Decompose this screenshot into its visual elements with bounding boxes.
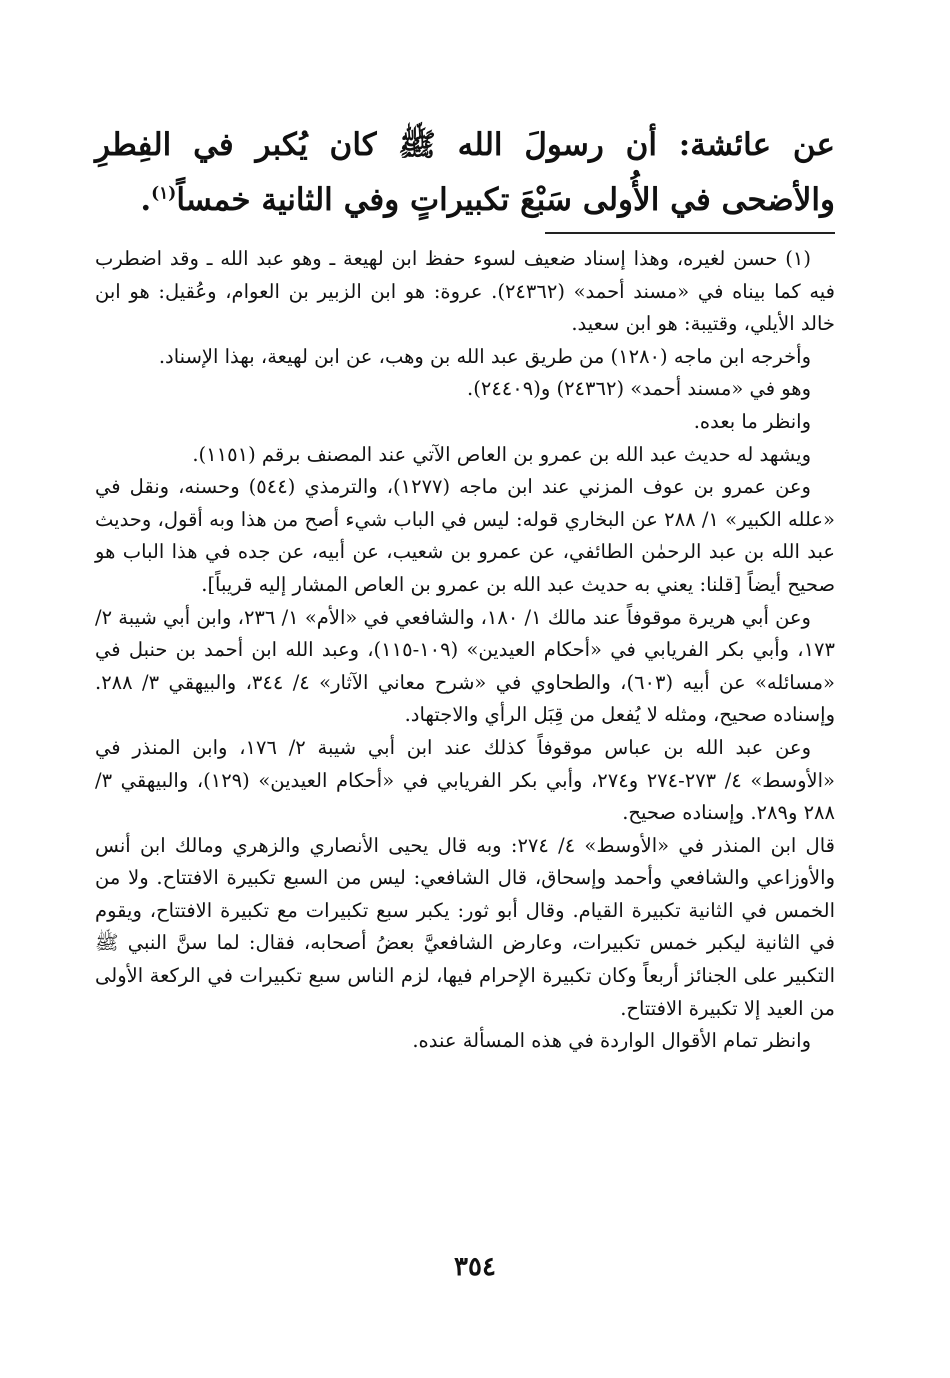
footnote-paragraph: وعن أبي هريرة موقوفاً عند مالك ١/ ١٨٠، والشافعي في «الأم» ١/ ٢٣٦، وابن أبي شيبة ٢/ ١٧٣، وأبي بكر الفريابي في «أحكام العيدين» (١٠٩-١١٥)، وعبد الله ابن أحمد بن حنبل في «مسائله» عن أبيه (٦٠٣)، والطحاوي في «شرح معاني الآثار» ٤/ ٣٤٤، والبيهقي ٣/ ٢٨٨. وإسناده صحيح، ومثله لا يُفعل من قِبَل الرأي والاجتهاد. bbox=[95, 605, 835, 727]
hadith-end: . bbox=[140, 182, 152, 218]
footnote-paragraph: وهو في «مسند أحمد» (٢٤٣٦٢) و(٢٤٤٠٩). bbox=[467, 377, 811, 401]
footnote-separator bbox=[545, 232, 835, 234]
footnote-paragraph: وعن عمرو بن عوف المزني عند ابن ماجه (١٢٧٧)، والترمذي (٥٤٤) وحسنه، ونقل في «علله الكبير» ١/ ٢٨٨ عن البخاري قوله: ليس في الباب شيء أصح من هذا وبه أقول، وحديث عبد الله بن عبد الرحمٰن الطائفي، عن عمرو بن شعيب، عن أبيه، عن جده في هذا الباب هو صحيح أيضاً [قلنا: يعني به حديث عبد الله بن عمرو بن العاص المشار إليه قريباً]. bbox=[95, 475, 835, 596]
footnote-reference: (١) bbox=[151, 183, 177, 204]
footnote-paragraph: قال ابن المنذر في «الأوسط» ٤/ ٢٧٤: وبه قال يحيى الأنصاري والزهري ومالك ابن أنس والأوزاعي والشافعي وأحمد وإسحاق، قال الشافعي: ليس من السبع تكبيرة الافتتاح. ولا من الخمس في الثانية تكبيرة القيام. وقال أبو ثور: يكبر سبع تكبيرات مع تكبيرة الافتتاح، ويقوم في الثانية ليكبر خمس تكبيرات، وعارض الشافعيَّ بعضُ أصحابه، فقال: لما سنَّ النبي ﷺ التكبير على الجنائز أربعاً وكان تكبيرة الإحرام فيها، لزم الناس سبع تكبيرات في الركعة الأولى من العيد إلا تكبيرة الافتتاح. bbox=[95, 833, 835, 1020]
footnote-paragraph: وانظر تمام الأقوال الواردة في هذه المسألة عنده. bbox=[412, 1029, 811, 1053]
footnote-paragraph: ويشهد له حديث عبد الله بن عمرو بن العاص الآتي عند المصنف برقم (١١٥١). bbox=[192, 442, 811, 466]
hadith-text: عن عائشة: أن رسولَ الله ﷺ كان يُكبر في الفِطرِ والأضحى في الأُولى سَبْعَ تكبيراتٍ وفي الثانية خمساً bbox=[95, 127, 835, 218]
footnote-paragraph: وأخرجه ابن ماجه (١٢٨٠) من طريق عبد الله بن وهب، عن ابن لهيعة، بهذا الإسناد. bbox=[158, 344, 811, 368]
hadith-text-block bbox=[95, 118, 835, 228]
page-number: ٣٥٤ bbox=[454, 1252, 496, 1282]
footnote-paragraph: وعن عبد الله بن عباس موقوفاً كذلك عند ابن أبي شيبة ٢/ ١٧٦، وابن المنذر في «الأوسط» ٤/ ٢٧٣-٢٧٤ و٢٧٤، وأبي بكر الفريابي في «أحكام العيدين» (١٢٩)، والبيهقي ٣/ ٢٨٨ و٢٨٩. وإسناده صحيح. bbox=[95, 735, 835, 825]
footnote-paragraph: (١) حسن لغيره، وهذا إسناد ضعيف لسوء حفظ ابن لهيعة ـ وهو عبد الله ـ وقد اضطرب فيه كما بيناه في «مسند أحمد» (٢٤٣٦٢). عروة: هو ابن الزبير بن العوام، وعُقيل: هو ابن خالد الأيلي، وقتيبة: هو ابن سعيد. bbox=[95, 247, 835, 336]
footnotes bbox=[95, 243, 835, 1058]
footnote-paragraph: وانظر ما بعده. bbox=[693, 409, 811, 433]
